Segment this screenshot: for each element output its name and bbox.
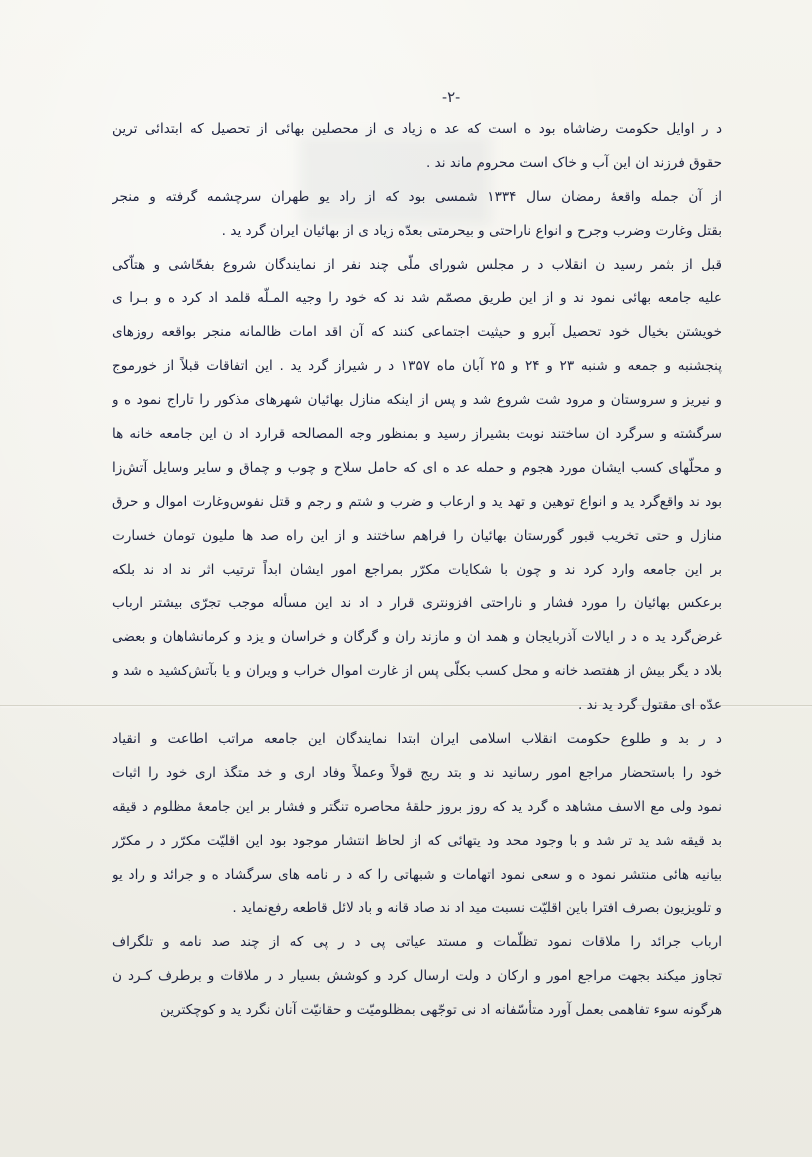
text-line: ارباب جرائد را ملاقات نمود تظلّمات و مستد عیاتی پی د ر پی که از چند صد نامه و تلگراف	[112, 934, 722, 951]
text-line: خود را باستحضار مراجع امور رسانید ند و بتد ریج قولاً وعملاً وفاد اری و خد متگذ اری خود را اثبات	[112, 764, 722, 781]
text-line: برعکس بهائیان را مورد فشار و ناراحتی افزونتری قرار د اد ند این مسأله موجب تجرّی بیشتر ارباب	[112, 595, 722, 612]
text-line: بود ند واقع‌گرد ید و انواع توهین و تهد ید و ارعاب و ضرب و شتم و رجم و قتل نفوس‌وغارت اموال و حرق	[112, 493, 722, 510]
text-line: د ر بد و طلوع حکومت انقلاب اسلامی ایران ابتدا نمایندگان این جامعه مراتب اطاعت و انقیاد	[112, 731, 722, 748]
text-line: خویشتن بخیال خود تحصیل آبرو و حیثیت اجتماعی کنند که آن اقد امات ظالمانه منجر بواقعه روزهای	[112, 324, 722, 341]
text-line: سرگشته و سرگرد ان ساختند نوبت بشیراز رسید و بمنظور وجه المصالحه قرارد اد ن این جامعه خانه ها	[112, 426, 722, 443]
text-line: د ر اوایل حکومت رضاشاه بود ه است که عد ه زیاد ی از محصلین بهائی از تحصیل که ابتدائی ترین	[112, 121, 722, 137]
text-line: هرگونه سوء تفاهمی بعمل آورد متأسّفانه اد نی توجّهی بمظلومیّت و حقانیّت آنان نگرد ید و کوچکترین	[160, 1002, 722, 1019]
text-line: علیه جامعه بهائی نمود ند و از این طریق مصمّم شد ند که خود را وجیه المـلّه قلمد اد کرد ه و بـرا ی	[112, 290, 722, 307]
letter-body	[112, 113, 722, 1028]
text-line: حقوق فرزند ان این آب و خاک است محروم ماند ند .	[425, 154, 722, 171]
text-line: بلاد د یگر بیش از هفتصد خانه و محل کسب بکلّی پس از غارت اموال خراب و ویران و یا بآتش‌کشید ه شد و	[112, 663, 722, 680]
page-number: -۲-	[442, 88, 461, 106]
text-line: بقتل وغارت وضرب وجرح و انواع ناراحتی و بیحرمتی بعدّه زیاد ی از بهائیان ایران گرد ید .	[221, 222, 722, 239]
text-line: و تلویزیون بصرف افترا باین اقلیّت نسبت مید اد ند صاد قانه و باد لائل قاطعه رفع‌نماید .	[232, 900, 722, 917]
text-line: عدّه ای مقتول گرد ید ند .	[577, 697, 722, 714]
text-line: قبل از بثمر رسید ن انقلاب د ر مجلس شورای ملّی چند نفر از نمایندگان شروع بفحّاشی و هتاّکی	[112, 256, 722, 273]
text-line: و نیریز و سروستان و مرود شت شروع شد و پس از اینکه منازل بهائیان شهرهای مذکور را تاراج نمود ه و	[112, 392, 722, 409]
text-line: تجاوز میکند بجهت مراجع امور و ارکان د ولت ارسال کرد و کوشش بسیار د ر ملاقات و برطرف کـرد ن	[112, 968, 722, 985]
text-line: غرض‌گرد ید ه د ر ایالات آذربایجان و همد ان و مازند ران و گرگان و خراسان و یزد و کرمانشاهان و بعضی	[112, 629, 722, 646]
text-line: پنجشنبه و جمعه و شنبه ۲۳ و ۲۴ و ۲۵ آبان ماه ۱۳۵۷ د ر شیراز گرد ید . این اتفاقات قبلاً از خورموج	[112, 358, 722, 375]
text-line: بد قیقه شد ید تر شد و با وجود محد ود یتهائی که از لحاظ انتشار موجود بود این اقلیّت مکرّر د ر مکرّر	[112, 832, 722, 849]
text-line: بیانیه هائی منتشر نمود ه و سعی نمود اتهامات و شبهاتی را که د ر نامه های سرگشاد ه و جرائد و راد یو	[112, 866, 722, 883]
text-line: منازل و حتی تخریب قبور گورستان بهائیان را فراهم ساختند و از این راه صد ها ملیون تومان خسارت	[112, 527, 722, 544]
text-line: نمود ولی مع الاسف مشاهد ه گرد ید که روز بروز حلقهٔ محاصره تنگتر و فشار بر این جامعهٔ مظلوم د قیقه	[112, 798, 722, 815]
text-line: از آن جمله واقعهٔ رمضان سال ۱۳۳۴ شمسی بود که از راد یو طهران سرچشمه گرفته و منجر	[112, 188, 722, 205]
text-line: بر این جامعه وارد کرد ند و چون با شکایات مکرّر بمراجع امور ایشان ابداً ترتیب اثر ند اد ند بلکه	[112, 561, 722, 578]
text-line: و محلّهای کسب ایشان مورد هجوم و حمله عد ه ای که حامل سلاح و چوب و چماق و سایر وسایل آتش‌زا	[112, 459, 722, 476]
